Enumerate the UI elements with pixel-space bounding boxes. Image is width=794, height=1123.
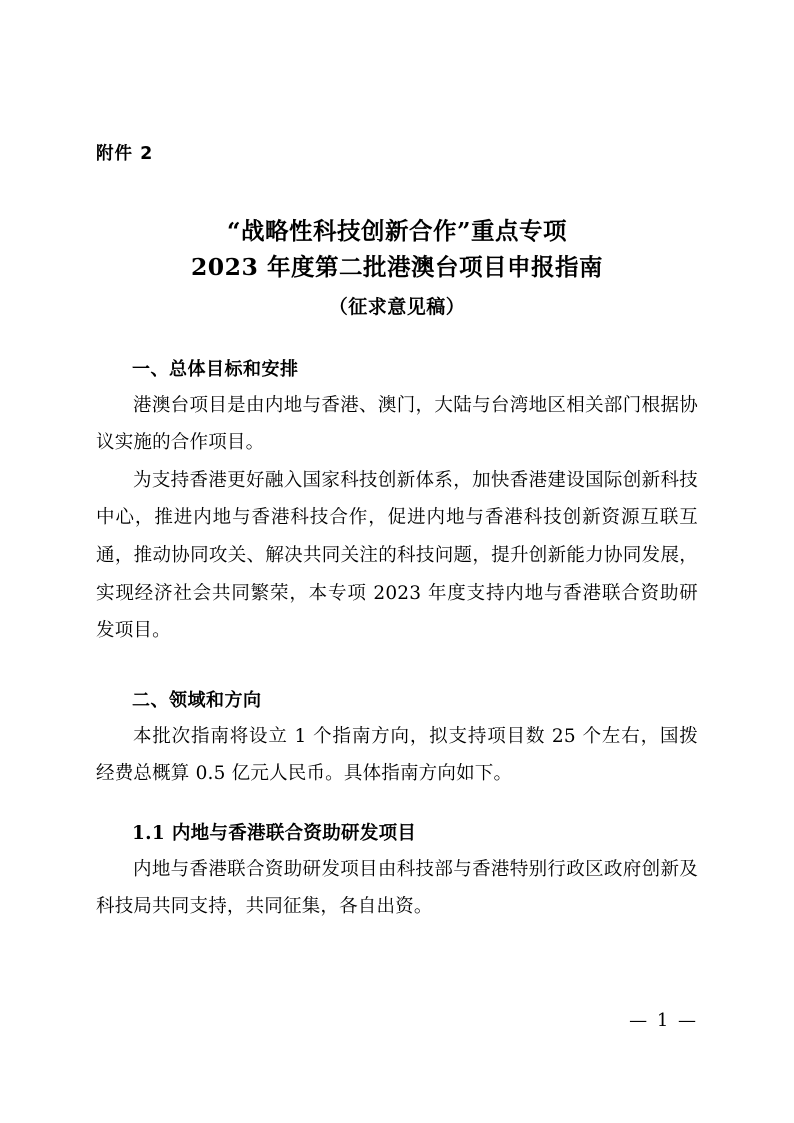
attachment-label: 附件 2 xyxy=(96,144,154,164)
page-title-line-1: “战略性科技创新合作”重点专项 xyxy=(226,217,568,245)
page-number: — 1 — xyxy=(629,1010,698,1031)
subsection-heading-joint-funding-project: 1.1 内地与香港联合资助研发项目 xyxy=(132,822,417,844)
page-title-line-2: 2023 年度第二批港澳台项目申报指南 xyxy=(190,253,604,282)
section-heading-overall-goals: 一、总体目标和安排 xyxy=(132,358,299,380)
page-subtitle: （征求意见稿） xyxy=(328,295,466,318)
page-title xyxy=(96,213,698,286)
paragraph-fields-and-directions-1: 本批次指南将设立 1 个指南方向，拟支持项目数 25 个左右，国拨经费总概算 0.5 亿元人民币。具体指南方向如下。 xyxy=(96,725,698,785)
paragraph-joint-funding-project-1: 内地与香港联合资助研发项目由科技部与香港特别行政区政府创新及科技局共同支持，共同征集，各自出资。 xyxy=(96,858,698,918)
paragraph-overall-goals-1: 港澳台项目是由内地与香港、澳门，大陆与台湾地区相关部门根据协议实施的合作项目。 xyxy=(96,394,698,454)
paragraph-overall-goals-2: 为支持香港更好融入国家科技创新体系，加快香港建设国际创新科技中心，推进内地与香港科技合作，促进内地与香港科技创新资源互联互通，推动协同攻关、解决共同关注的科技问题，提升创新能力协同发展，实现经济社会共同繁荣，本专项 2023 年度支持内地与香港联合资助研发项目。 xyxy=(96,469,698,642)
section-heading-fields-and-directions: 二、领域和方向 xyxy=(132,689,262,711)
